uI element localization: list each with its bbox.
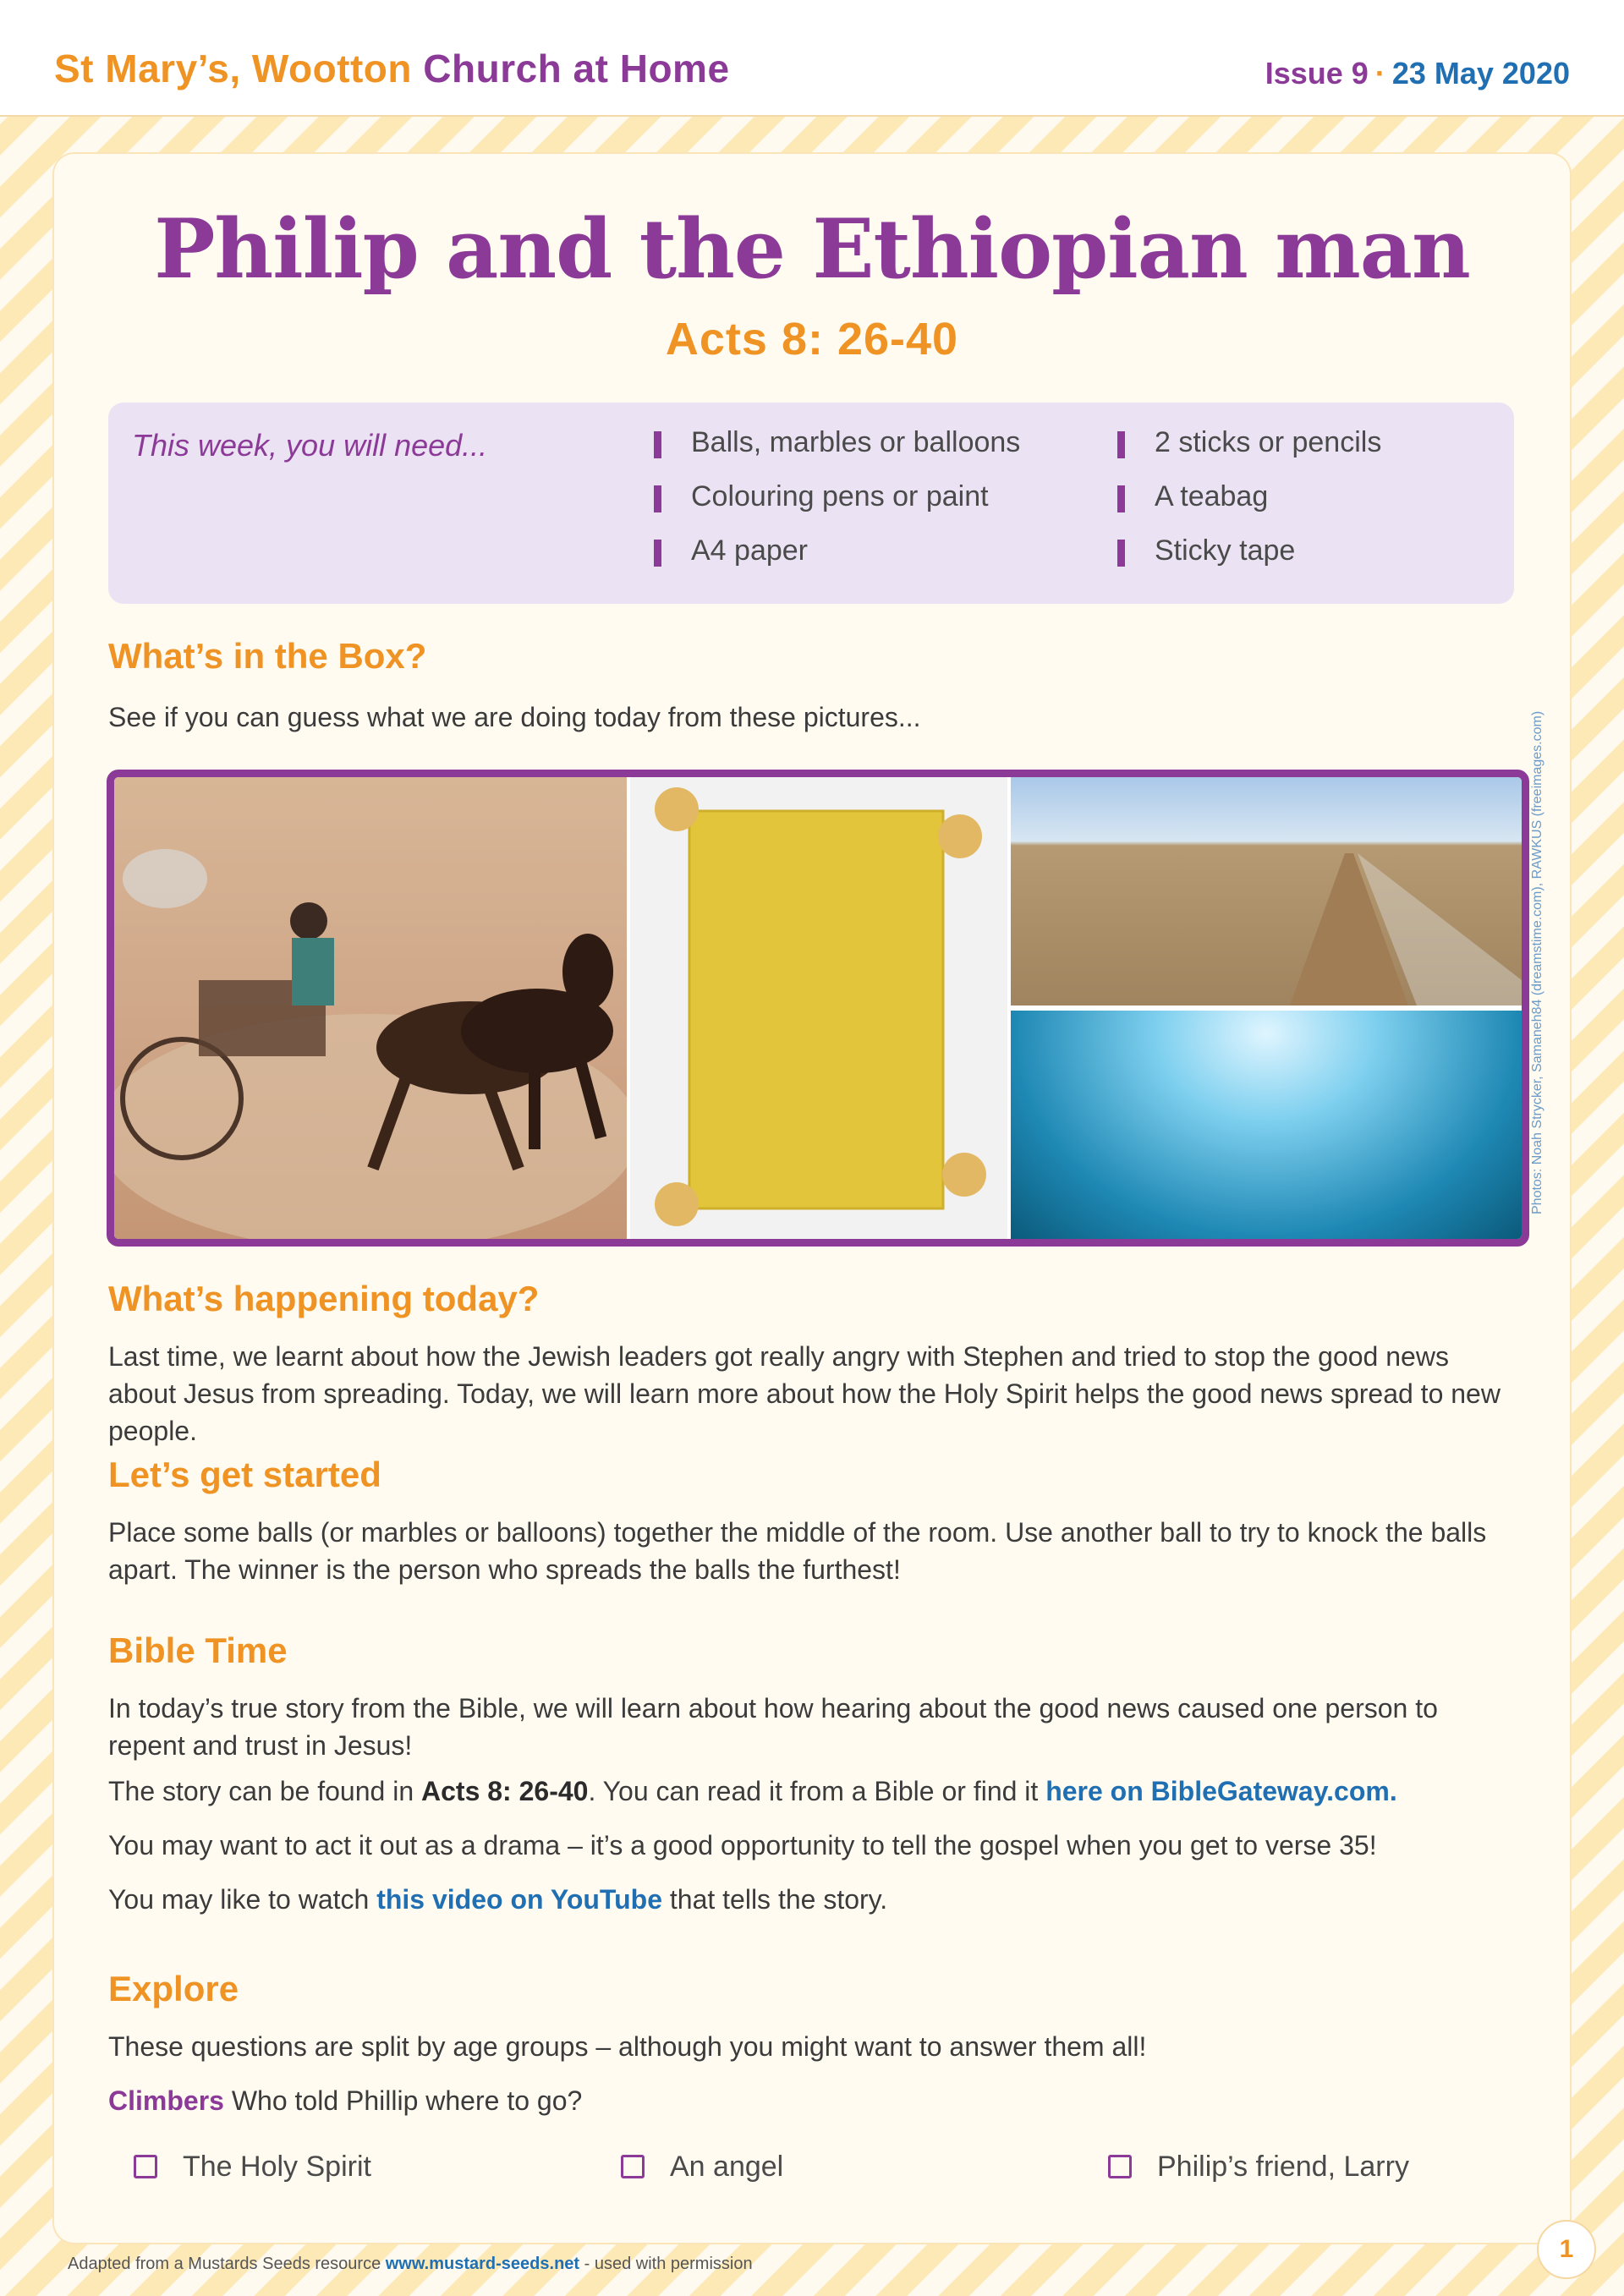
option-angel[interactable]: An angel [621,2148,783,2185]
mustard-seeds-link[interactable]: www.mustard-seeds.net [385,2255,580,2273]
chariot-photo [114,777,627,1239]
photo-credit: Photos: Noah Strycker, Samaneh84 (dreamstime.com), RAWKUS (freeimages.com) [1530,710,1544,1214]
happening-text: Last time, we learnt about how the Jewish leaders got really angry with Stephen and tried to stop the good news about Jesus from spreading. Today, we will learn more about how the Holy Spirit helps the good news spread to new people. [108,1341,1501,1446]
acts-reference: Acts 8: 26-40 [421,1776,589,1806]
drama-text: You may want to act it out as a drama – it’s a good opportunity to tell the gospel when you get to verse 35! [108,1830,1377,1860]
bullet-icon [654,431,661,458]
brand-church-at-home: Church at Home [423,47,730,90]
heading-whats-in-box: What’s in the Box? [108,636,427,676]
issue-number: Issue 9 [1265,56,1369,90]
bullet-icon [1117,485,1125,512]
answer-options [54,2148,1570,2190]
biblegateway-link[interactable]: here on BibleGateway.com. [1045,1776,1397,1806]
scroll-photo [630,777,1007,1239]
content-card [54,154,1570,2243]
issue-info [1265,56,1570,91]
road-photo [1011,777,1522,1006]
video-text: You may like to watch this video on YouTube that tells the story. [108,1884,888,1915]
checkbox-icon[interactable] [1108,2155,1132,2178]
checkbox-icon[interactable] [134,2155,157,2178]
list-item: Balls, marbles or balloons [654,426,1020,480]
list-item: A4 paper [654,534,1020,589]
list-item: Colouring pens or paint [654,480,1020,534]
youtube-video-link[interactable]: this video on YouTube [376,1884,662,1915]
page-number: 1 [1537,2220,1596,2279]
heading-lets-get-started: Let’s get started [108,1455,381,1494]
box-intro: See if you can guess what we are doing today from these pictures... [108,702,921,732]
water-photo [1011,1011,1522,1239]
bible-reference-text: The story can be found in Acts 8: 26-40. You can read it from a Bible or find it here on BibleGateway.com. [108,1776,1397,1806]
materials-label: This week, you will need... [132,428,488,463]
bullet-icon [654,485,661,512]
heading-bible-time: Bible Time [108,1630,288,1670]
bible-reference: Acts 8: 26-40 [665,314,959,364]
page-title: Philip and the Ethiopian man [154,201,1470,297]
materials-list-1 [654,426,1020,589]
started-text: Place some balls (or marbles or balloons) together the middle of the room. Use another ball to try to knock the balls apart. The winner is the person who spreads the balls the furthest! [108,1517,1487,1585]
heading-explore: Explore [108,1969,239,2008]
footer-credit: Adapted from a Mustards Seeds resource www.mustard-seeds.net - used with permission [68,2255,753,2273]
option-holy-spirit[interactable]: The Holy Spirit [134,2148,371,2185]
option-larry[interactable]: Philip’s friend, Larry [1108,2148,1409,2185]
photo-collage [107,770,1529,1247]
brand-parish: St Mary’s, Wootton [54,47,412,90]
list-item: 2 sticks or pencils [1117,426,1381,480]
bullet-icon [1117,540,1125,567]
heading-whats-happening: What’s happening today? [108,1279,540,1318]
list-item: Sticky tape [1117,534,1381,589]
bullet-icon [1117,431,1125,458]
materials-list-2 [1117,426,1381,589]
page-header [0,0,1624,117]
bible-intro: In today’s true story from the Bible, we will learn about how hearing about the good news caused one person to repent and trust in Jesus! [108,1693,1438,1761]
list-item: A teabag [1117,480,1381,534]
explore-intro: These questions are split by age groups – although you might want to answer them all! [108,2031,1147,2062]
issue-date: 23 May 2020 [1391,56,1570,90]
brand-title [54,46,730,91]
checkbox-icon[interactable] [621,2155,645,2178]
climbers-question: Climbers Who told Phillip where to go? [108,2085,583,2116]
issue-separator: · [1374,56,1385,90]
materials-box [108,403,1514,604]
bullet-icon [654,540,661,567]
age-group-label: Climbers [108,2085,224,2116]
